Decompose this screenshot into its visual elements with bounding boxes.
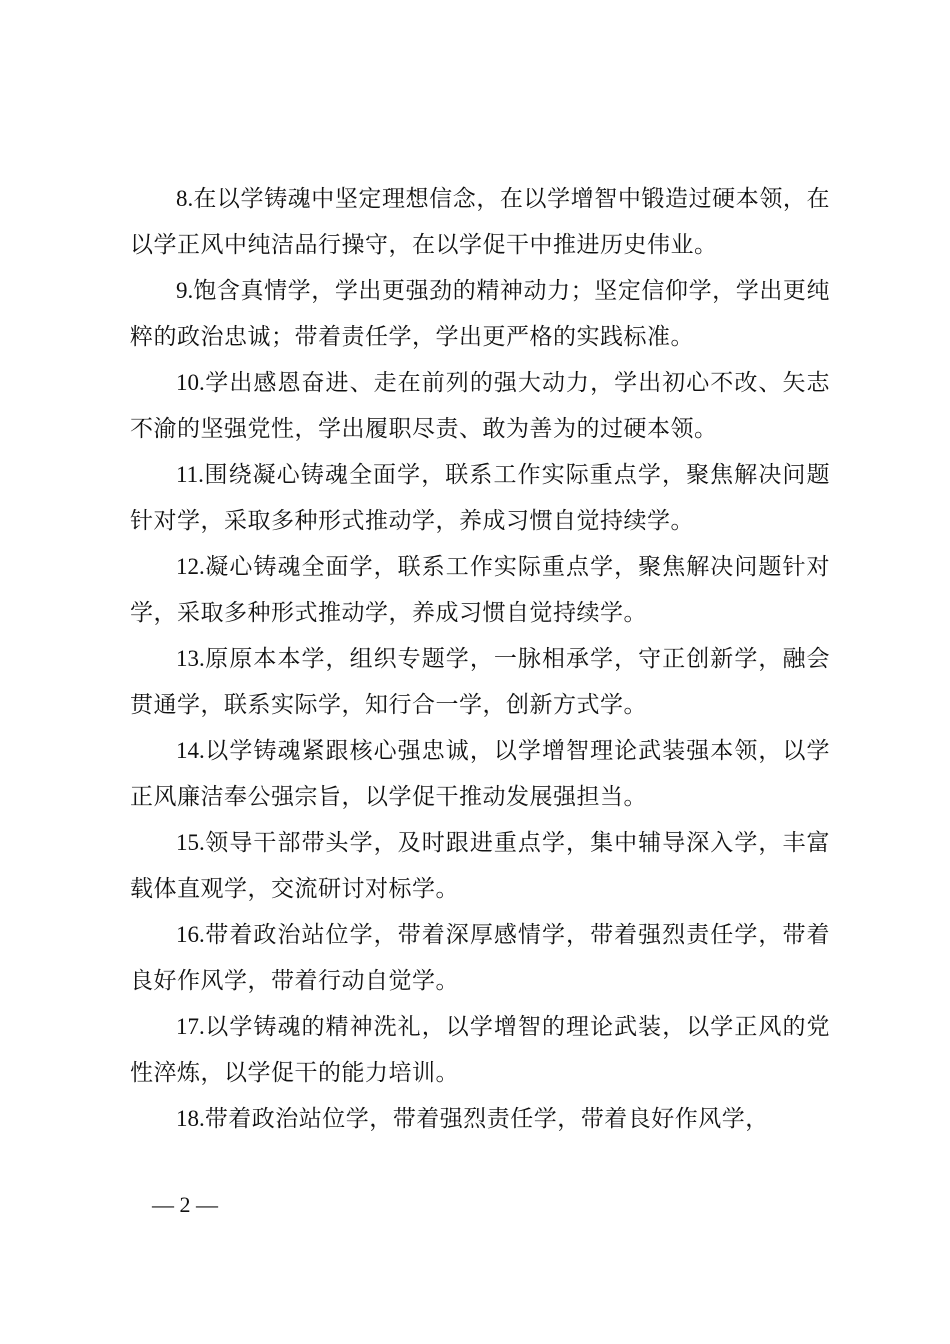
paragraph-text: 学出感恩奋进、走在前列的强大动力，学出初心不改、矢志不渝的坚强党性，学出履职尽责、敢为善为的过硬本领。 [130,370,830,442]
paragraph-number: 10. [176,370,205,395]
paragraph-number: 15. [176,830,205,855]
paragraph-number: 9. [176,278,194,303]
paragraph-12 [130,544,830,636]
paragraph-9 [130,268,830,360]
paragraph-number: 12. [176,554,205,579]
paragraph-11 [130,452,830,544]
paragraph-text: 原原本本学，组织专题学，一脉相承学，守正创新学，融会贯通学，联系实际学，知行合一学，创新方式学。 [130,646,830,718]
paragraph-10 [130,360,830,452]
paragraph-text: 以学铸魂紧跟核心强忠诚，以学增智理论武装强本领，以学正风廉洁奉公强宗旨，以学促干推动发展强担当。 [130,738,830,810]
paragraph-text: 以学铸魂的精神洗礼，以学增智的理论武装，以学正风的党性淬炼，以学促干的能力培训。 [130,1014,830,1086]
paragraph-17 [130,1004,830,1096]
paragraph-16 [130,912,830,1004]
paragraph-number: 11. [176,462,204,487]
paragraph-number: 8. [176,186,194,211]
paragraph-text: 在以学铸魂中坚定理想信念，在以学增智中锻造过硬本领，在以学正风中纯洁品行操守，在以学促干中推进历史伟业。 [130,186,830,258]
paragraph-8 [130,176,830,268]
paragraph-number: 18. [176,1106,205,1131]
paragraph-text: 带着政治站位学，带着强烈责任学，带着良好作风学， [204,1106,769,1132]
paragraph-text: 领导干部带头学，及时跟进重点学，集中辅导深入学，丰富载体直观学，交流研讨对标学。 [130,830,830,902]
paragraph-text: 饱含真情学，学出更强劲的精神动力；坚定信仰学，学出更纯粹的政治忠诚；带着责任学，学出更严格的实践标准。 [130,278,830,350]
paragraph-15 [130,820,830,912]
document-body [130,176,830,1142]
paragraph-text: 围绕凝心铸魂全面学，联系工作实际重点学，聚焦解决问题针对学，采取多种形式推动学，养成习惯自觉持续学。 [130,462,830,534]
paragraph-14 [130,728,830,820]
paragraph-number: 17. [176,1014,205,1039]
paragraph-13 [130,636,830,728]
paragraph-18 [130,1096,830,1142]
paragraph-text: 带着政治站位学，带着深厚感情学，带着强烈责任学，带着良好作风学，带着行动自觉学。 [130,922,830,994]
paragraph-number: 13. [176,646,205,671]
paragraph-text: 凝心铸魂全面学，联系工作实际重点学，聚焦解决问题针对学，采取多种形式推动学，养成习惯自觉持续学。 [130,554,830,626]
paragraph-number: 16. [176,922,205,947]
page-number: — 2 — [152,1192,218,1217]
paragraph-number: 14. [176,738,205,763]
